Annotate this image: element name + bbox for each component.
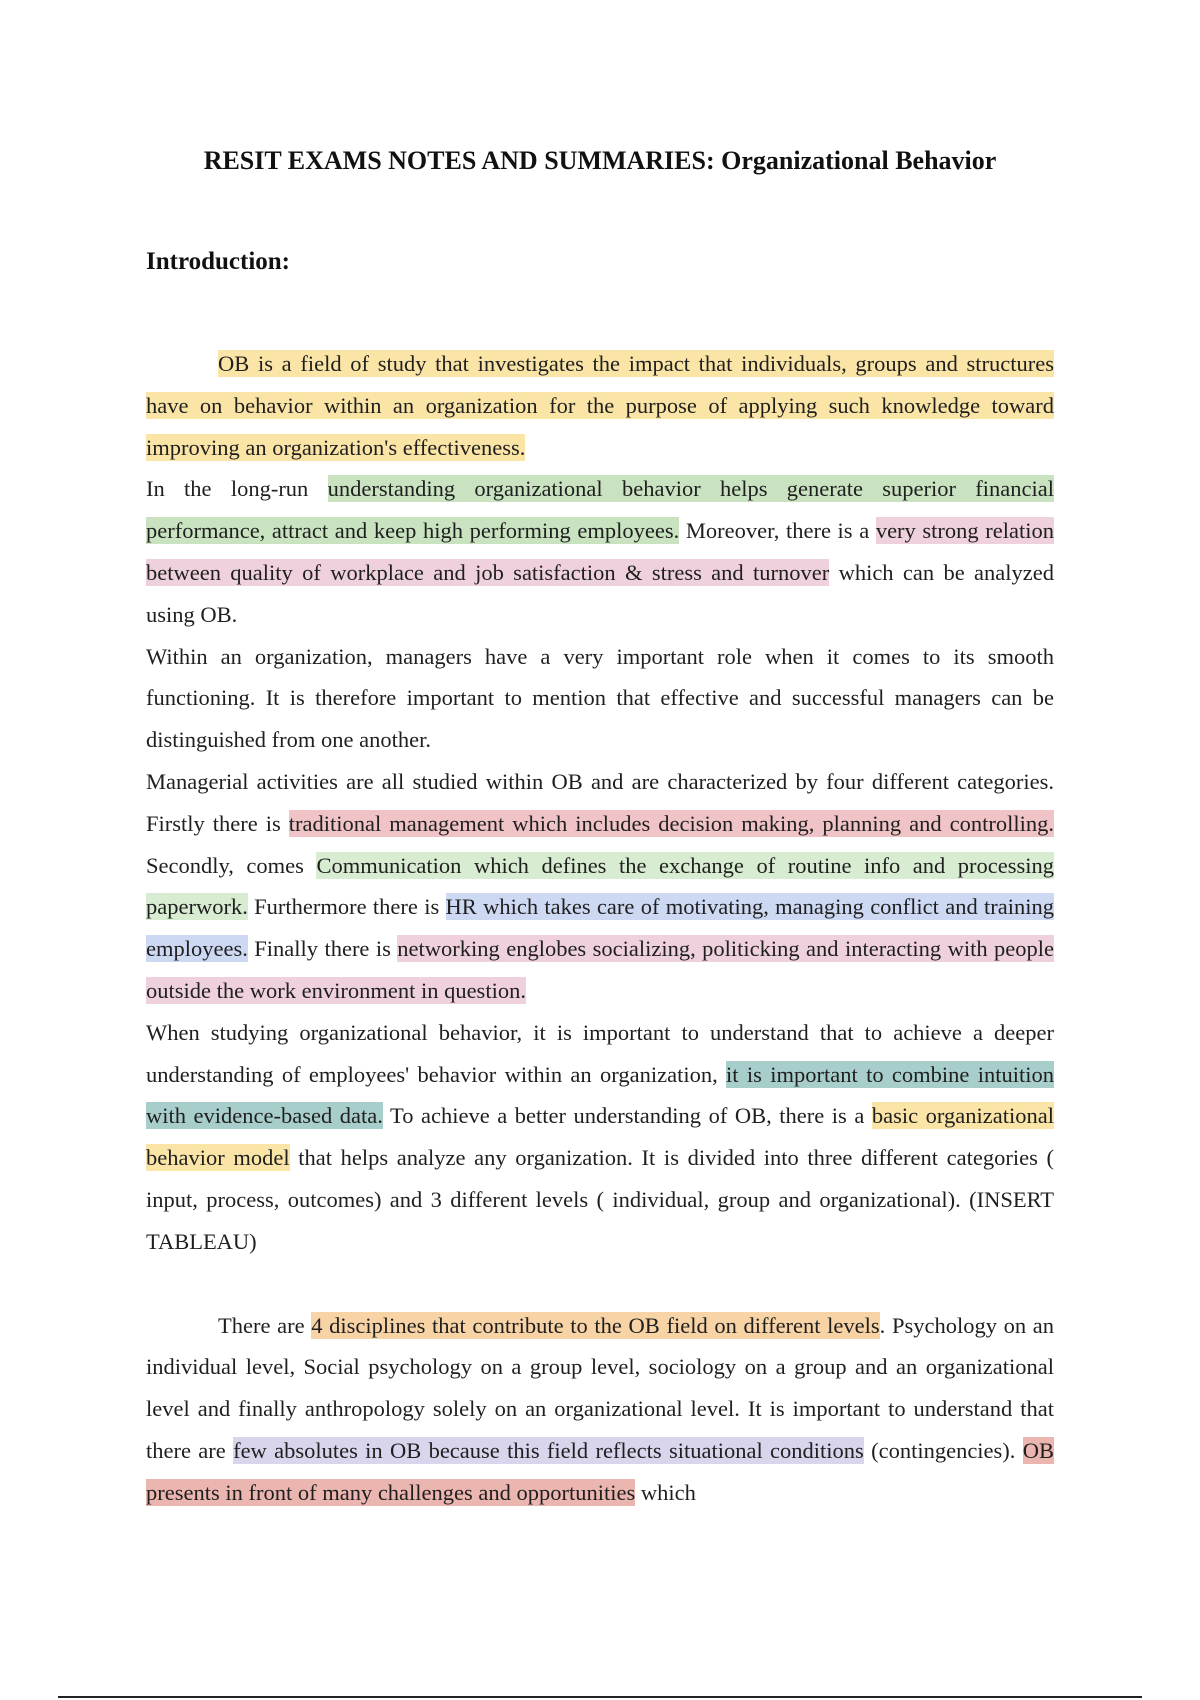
paragraph [146,636,1054,761]
text-segment: Managerial activities are all studied within OB and are characterized by four different categories. Firstly there is [146,768,1054,836]
text-segment: To achieve a better understanding of OB, there is a [382,1103,872,1129]
paragraph [146,1305,1054,1514]
highlighted-text: OB presents in front of many challenges and opportunities [146,1437,1054,1505]
text-segment: which [635,1479,696,1505]
text-segment: Furthermore there is [247,894,446,920]
document-title: RESIT EXAMS NOTES AND SUMMARIES: Organizational Behavior [203,146,997,175]
body-text [146,343,1054,1514]
highlighted-text: very strong relation between quality of workplace and job satisfaction & stress and turnover [146,518,1055,585]
text-segment: There are [218,1312,312,1338]
paragraph [146,761,1054,1012]
highlighted-text: traditional management which includes decision making, planning and controlling. [288,810,1054,836]
text-segment: In the long-run [146,476,328,502]
text-segment: . Psychology on an individual level, Social psychology on a group level, sociology on a group and an organizational level and finally anthropology solely on an organizational level. It is important to understand that there are [146,1312,1054,1463]
text-segment: that helps analyze any organization. It is divided into three different categories ( input, process, outcomes) and 3 different levels ( individual, group and organizational). (INSERT TABLEAU) [146,1145,1054,1254]
highlighted-text: it is important to combine intuition with evidence-based data. [146,1061,1054,1129]
text-segment: which can be analyzed using OB. [146,559,1054,627]
text-segment: Moreover, there is a [679,518,876,544]
highlighted-text: basic organizational behavior model [146,1103,1054,1171]
highlighted-text: HR which takes care of motivating, managing conflict and training employees. [146,894,1055,962]
text-segment: Within an organization, managers have a very important role when it comes to its smooth functioning. It is therefore important to mention that effective and successful managers can be distinguished from one another. [146,643,1054,753]
paragraph [146,1012,1054,1263]
paragraph [146,343,1054,468]
highlighted-text: understanding organizational behavior helps generate superior financial performance, attract and keep high performing employees. [146,476,1054,544]
paragraph-gap [146,1263,1054,1305]
highlighted-text: Communication which defines the exchange of routine info and processing paperwork. [146,852,1054,920]
text-segment: When studying organizational behavior, it is important to understand that to achieve a deeper understanding of employees' behavior within an organization, [146,1019,1054,1087]
highlighted-text: few absolutes in OB because this field reflects situational conditions [233,1437,864,1463]
paragraph [146,468,1054,635]
highlighted-text: OB is a field of study that investigates the impact that individuals, groups and structures have on behavior within an organization for the purpose of applying such knowledge toward improving an organization's effectiveness. [146,351,1054,460]
page-bottom-rule [58,1696,1142,1698]
text-segment: Secondly, comes [146,852,317,878]
highlighted-text: networking englobes socializing, politicking and interacting with people outside the work environment in question. [146,936,1055,1003]
section-heading-introduction: Introduction: [146,248,291,275]
text-segment: Finally there is [247,936,398,962]
highlighted-text: 4 disciplines that contribute to the OB field on different levels [311,1312,880,1338]
text-segment: (contingencies). [863,1437,1023,1463]
